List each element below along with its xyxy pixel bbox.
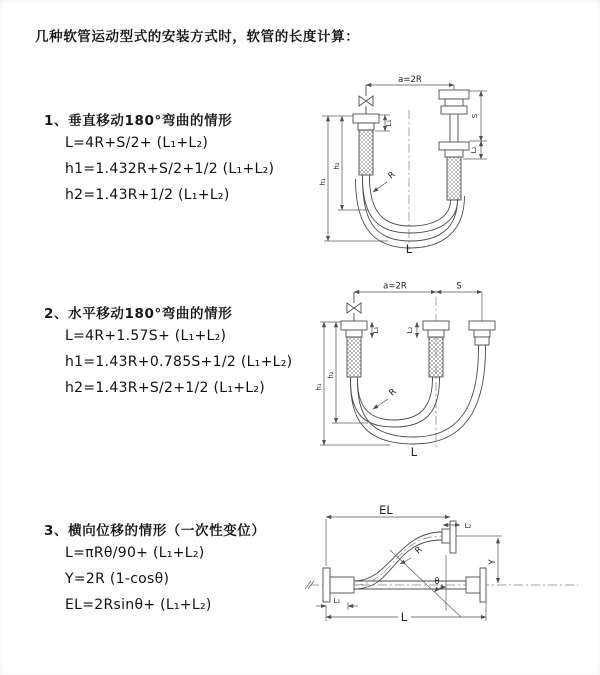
svg-text:R: R bbox=[387, 386, 399, 399]
angle-construction bbox=[390, 550, 461, 617]
svg-text:L₁: L₁ bbox=[333, 597, 341, 605]
length-label: L bbox=[405, 242, 413, 255]
formula-2-L: L=4R+1.57S+ (L₁+L₂) bbox=[65, 328, 227, 344]
svg-text:Y: Y bbox=[488, 559, 498, 565]
svg-text:h₂: h₂ bbox=[327, 371, 335, 379]
svg-text:L₂: L₂ bbox=[464, 522, 472, 530]
svg-text:L₁: L₁ bbox=[385, 119, 393, 127]
section-vertical-movement bbox=[44, 113, 274, 208]
svg-text:a=2R: a=2R bbox=[398, 75, 422, 85]
svg-text:h₂: h₂ bbox=[333, 162, 341, 170]
section-1-heading: 1、垂直移动180°弯曲的情形 bbox=[44, 113, 233, 129]
radius-callout bbox=[373, 170, 398, 192]
svg-text:S: S bbox=[456, 281, 462, 292]
formula-1-h2: h2=1.43R+1/2 (L₁+L₂) bbox=[65, 187, 230, 203]
svg-text:L: L bbox=[400, 610, 408, 624]
dim-el bbox=[326, 503, 450, 566]
diagram-lateral-displacement bbox=[298, 498, 598, 643]
left-fitting bbox=[341, 321, 367, 382]
section-2-heading: 2、水平移动180°弯曲的情形 bbox=[44, 306, 233, 322]
valve-icon bbox=[359, 85, 373, 114]
formula-2-h2: h2=1.43R+S/2+1/2 (L₁+L₂) bbox=[65, 380, 266, 396]
formula-3-EL: EL=2Rsinθ+ (L₁+L₂) bbox=[65, 597, 212, 613]
formula-2-h1: h1=1.43R+0.785S+1/2 (L₁+L₂) bbox=[65, 354, 293, 370]
formula-1-h1: h1=1.432R+S/2+1/2 (L₁+L₂) bbox=[65, 161, 275, 177]
diagram-horizontal-180-bend bbox=[310, 275, 600, 460]
middle-fitting bbox=[423, 321, 449, 380]
page-title: 几种软管运动型式的安装方式时，软管的长度计算： bbox=[35, 29, 360, 45]
valve-icon bbox=[347, 292, 361, 321]
dim-l bbox=[326, 602, 486, 624]
svg-text:R: R bbox=[386, 169, 398, 182]
left-fitting bbox=[353, 114, 379, 181]
svg-text:h₁: h₁ bbox=[319, 178, 327, 186]
dim-l1 bbox=[316, 597, 358, 610]
svg-text:L₂: L₂ bbox=[406, 326, 414, 334]
section-lateral-displacement bbox=[44, 523, 266, 618]
dim-l1 bbox=[372, 322, 380, 338]
formula-1-L: L=4R+S/2+ (L₁+L₂) bbox=[65, 135, 209, 151]
svg-text:L₁: L₁ bbox=[372, 326, 380, 334]
hose-u-bends bbox=[351, 348, 486, 444]
right-fitting bbox=[469, 321, 495, 349]
svg-text:R: R bbox=[413, 544, 425, 557]
section-horizontal-movement bbox=[44, 306, 292, 401]
formula-3-Y: Y=2R (1-cosθ) bbox=[65, 571, 170, 587]
svg-text:a=2R: a=2R bbox=[383, 281, 407, 292]
dim-heights bbox=[319, 116, 388, 241]
dim-l2 bbox=[406, 322, 417, 338]
dim-y bbox=[488, 538, 498, 583]
formula-3-L: L=πRθ/90+ (L₁+L₂) bbox=[65, 545, 205, 561]
svg-text:θ: θ bbox=[434, 577, 440, 587]
svg-text:EL: EL bbox=[379, 503, 393, 517]
dim-span-a2r-and-s bbox=[354, 282, 482, 322]
svg-text:h₁: h₁ bbox=[315, 383, 323, 391]
right-fitting bbox=[439, 90, 469, 200]
length-label: L bbox=[410, 445, 418, 459]
dim-span-a2r bbox=[366, 75, 454, 90]
section-3-heading: 3、横向位移的情形（一次性变位） bbox=[44, 523, 266, 539]
svg-text:S: S bbox=[471, 113, 479, 119]
radius-callout bbox=[373, 387, 399, 409]
diagram-vertical-180-bend bbox=[310, 70, 600, 255]
svg-text:L₂: L₂ bbox=[470, 146, 478, 154]
